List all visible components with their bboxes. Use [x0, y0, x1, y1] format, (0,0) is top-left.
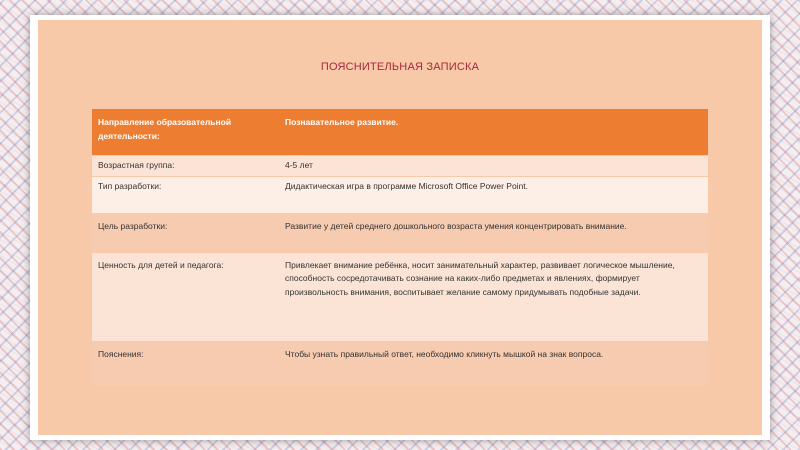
row-label-notes: Пояснения: — [92, 342, 279, 386]
row-value-value: Привлекает внимание ребёнка, носит занимательный характер, развивает логическое мышление, способность сосредотачивать сознание на каких-либо предметах и явлениях, формирует произвольность внимания, воспитывает желание самому придумывать подобные задачи. — [279, 253, 708, 341]
slide — [30, 15, 770, 440]
table-row — [92, 156, 708, 176]
row-label-goal: Цель разработки: — [92, 214, 279, 252]
table-row — [92, 342, 708, 386]
table-header-row — [92, 109, 708, 155]
table-row — [92, 253, 708, 341]
info-table — [92, 108, 708, 387]
page-title: ПОЯСНИТЕЛЬНАЯ ЗАПИСКА — [320, 61, 480, 73]
table-row — [92, 214, 708, 252]
row-value-goal: Развитие у детей среднего дошкольного возраста умения концентрировать внимание. — [279, 214, 708, 252]
row-value-notes: Чтобы узнать правильный ответ, необходимо кликнуть мышкой на знак вопроса. — [279, 342, 708, 386]
header-cell-value: Познавательное развитие. — [279, 109, 708, 155]
table-row — [92, 177, 708, 213]
row-label-value: Ценность для детей и педагога: — [92, 253, 279, 341]
row-label-age: Возрастная группа: — [92, 156, 279, 176]
row-label-type: Тип разработки: — [92, 177, 279, 213]
row-value-age: 4-5 лет — [279, 156, 708, 176]
row-value-type: Дидактическая игра в программе Microsoft Office Power Point. — [279, 177, 708, 213]
header-cell-direction: Направление образовательной деятельности: — [92, 109, 279, 155]
